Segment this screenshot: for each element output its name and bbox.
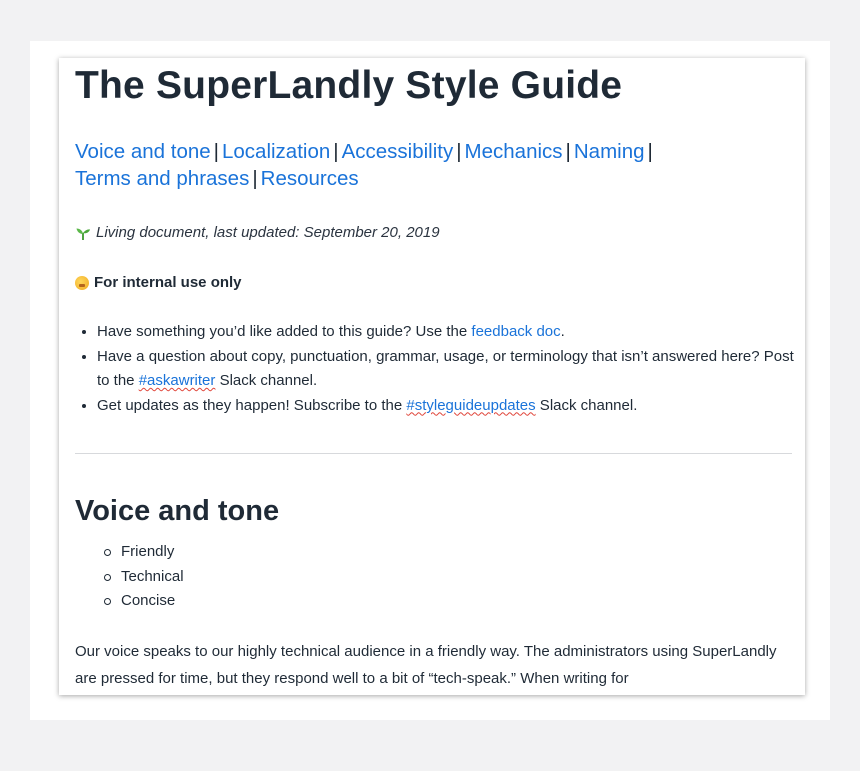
- internal-use-text: For internal use only: [94, 274, 242, 291]
- nav-link-terms-and-phrases[interactable]: Terms and phrases: [75, 167, 250, 190]
- list-item: Friendly: [75, 540, 184, 565]
- nav-link-mechanics[interactable]: Mechanics: [464, 140, 563, 163]
- styleguideupdates-channel-link[interactable]: #styleguideupdates: [406, 396, 536, 414]
- horizontal-divider: [75, 453, 792, 454]
- nav-separator: |: [213, 140, 219, 163]
- askawriter-channel-link[interactable]: #askawriter: [138, 372, 216, 389]
- voice-traits-list: [75, 540, 184, 614]
- internal-use-note: [75, 274, 242, 291]
- bullet-text: Slack channel.: [215, 372, 318, 389]
- info-bullet-list: [75, 320, 805, 418]
- nav-separator: |: [333, 140, 339, 163]
- seedling-icon: [75, 225, 91, 241]
- nav-link-resources[interactable]: Resources: [260, 167, 359, 190]
- page-title: The SuperLandly Style Guide: [75, 64, 623, 107]
- list-item: [97, 345, 805, 394]
- bullet-text: .: [560, 323, 565, 340]
- nav-link-naming[interactable]: Naming: [573, 140, 645, 163]
- nav-link-voice-and-tone[interactable]: Voice and tone: [75, 140, 211, 163]
- list-item: Concise: [75, 589, 184, 614]
- section-nav: [75, 138, 775, 192]
- bullet-text: Have a question about copy, punctuation, grammar, usage, or terminology that isn’t answered here? Post to the: [97, 347, 794, 389]
- last-updated-text: Living document, last updated: September 20, 2019: [96, 224, 440, 241]
- list-item: [97, 320, 805, 345]
- nav-separator: |: [565, 140, 571, 163]
- nav-separator: |: [456, 140, 462, 163]
- voice-paragraph: Our voice speaks to our highly technical audience in a friendly way. The administrators using SuperLandly are pressed for time, but they respond well to a bit of “tech-speak.” When writing for: [75, 643, 777, 687]
- feedback-doc-link[interactable]: feedback doc: [471, 323, 561, 340]
- list-item: Technical: [75, 565, 184, 590]
- section-heading-voice-and-tone: Voice and tone: [75, 495, 280, 527]
- nav-separator: |: [252, 167, 258, 190]
- nav-separator: |: [647, 140, 653, 163]
- bullet-text: Have something you’d like added to this guide? Use the: [97, 323, 472, 340]
- last-updated-note: [75, 224, 440, 241]
- bullet-text: Slack channel.: [535, 396, 638, 414]
- nav-link-localization[interactable]: Localization: [221, 140, 331, 163]
- list-item: [97, 394, 805, 419]
- document-page: [59, 58, 805, 695]
- bullet-text: Get updates as they happen! Subscribe to the: [97, 396, 407, 414]
- grimacing-face-icon: [75, 276, 89, 290]
- nav-link-accessibility[interactable]: Accessibility: [341, 140, 454, 163]
